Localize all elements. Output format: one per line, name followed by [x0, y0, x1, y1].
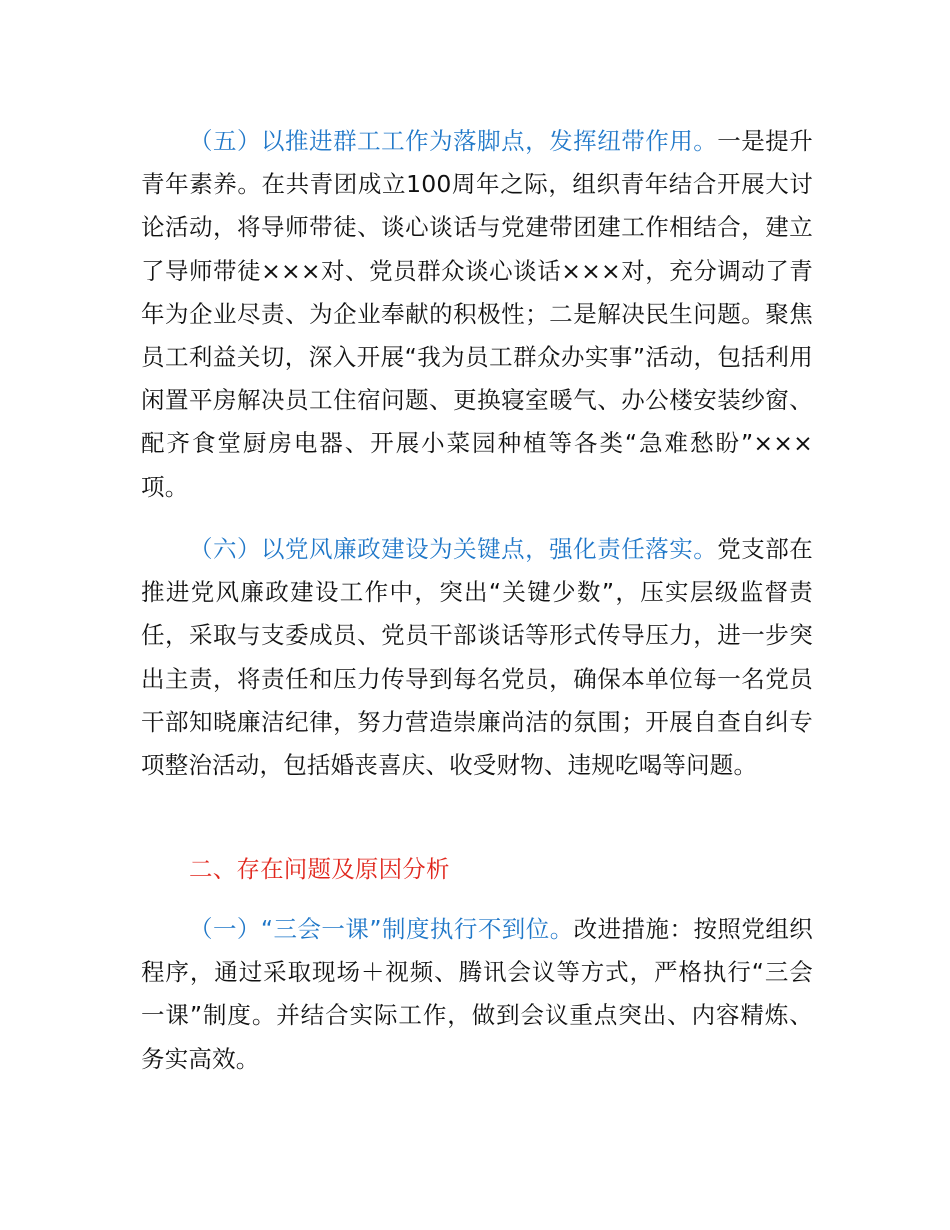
- section-title: 二、存在问题及原因分析: [189, 855, 450, 883]
- paragraph-6-integrity: [141, 528, 813, 787]
- paragraph-body: 党支部在推进党风廉政建设工作中，突出“关键少数”，压实层级监督责任，采取与支委成员、党员干部谈话等形式传导压力，进一步突出主责，将责任和压力传导到每名党员，确保本单位每一名党员干部知晓廉洁纪律，努力营造崇廉尚洁的氛围；开展自查自纠专项整治活动，包括婚丧喜庆、收受财物、违规吃喝等问题。: [141, 535, 813, 780]
- paragraph-heading: （五）以推进群工工作为落脚点，发挥纽带作用。: [189, 127, 718, 155]
- paragraph-heading: （一）“三会一课”制度执行不到位。: [189, 915, 574, 943]
- paragraph-body: 一是提升青年素养。在共青团成立100周年之际，组织青年结合开展大讨论活动，将导师带徒、谈心谈话与党建带团建工作相结合，建立了导师带徒×××对、党员群众谈心谈话×××对，充分调动了青年为企业尽责、为企业奉献的积极性；二是解决民生问题。聚焦员工利益关切，深入开展“我为员工群众办实事”活动，包括利用闲置平房解决员工住宿问题、更换寝室暖气、办公楼安装纱窗、配齐食堂厨房电器、开展小菜园种植等各类“急难愁盼”×××项。: [141, 127, 813, 501]
- paragraph-heading: （六）以党风廉政建设为关键点，强化责任落实。: [189, 535, 718, 563]
- paragraph-1-three-meetings: [141, 908, 813, 1081]
- section-title-problems: [141, 848, 813, 891]
- paragraph-body: 改进措施：按照党组织程序，通过采取现场＋视频、腾讯会议等方式，严格执行“三会一课”制度。并结合实际工作，做到会议重点突出、内容精炼、务实高效。: [141, 915, 814, 1073]
- paragraph-5-youth-work: [141, 120, 813, 509]
